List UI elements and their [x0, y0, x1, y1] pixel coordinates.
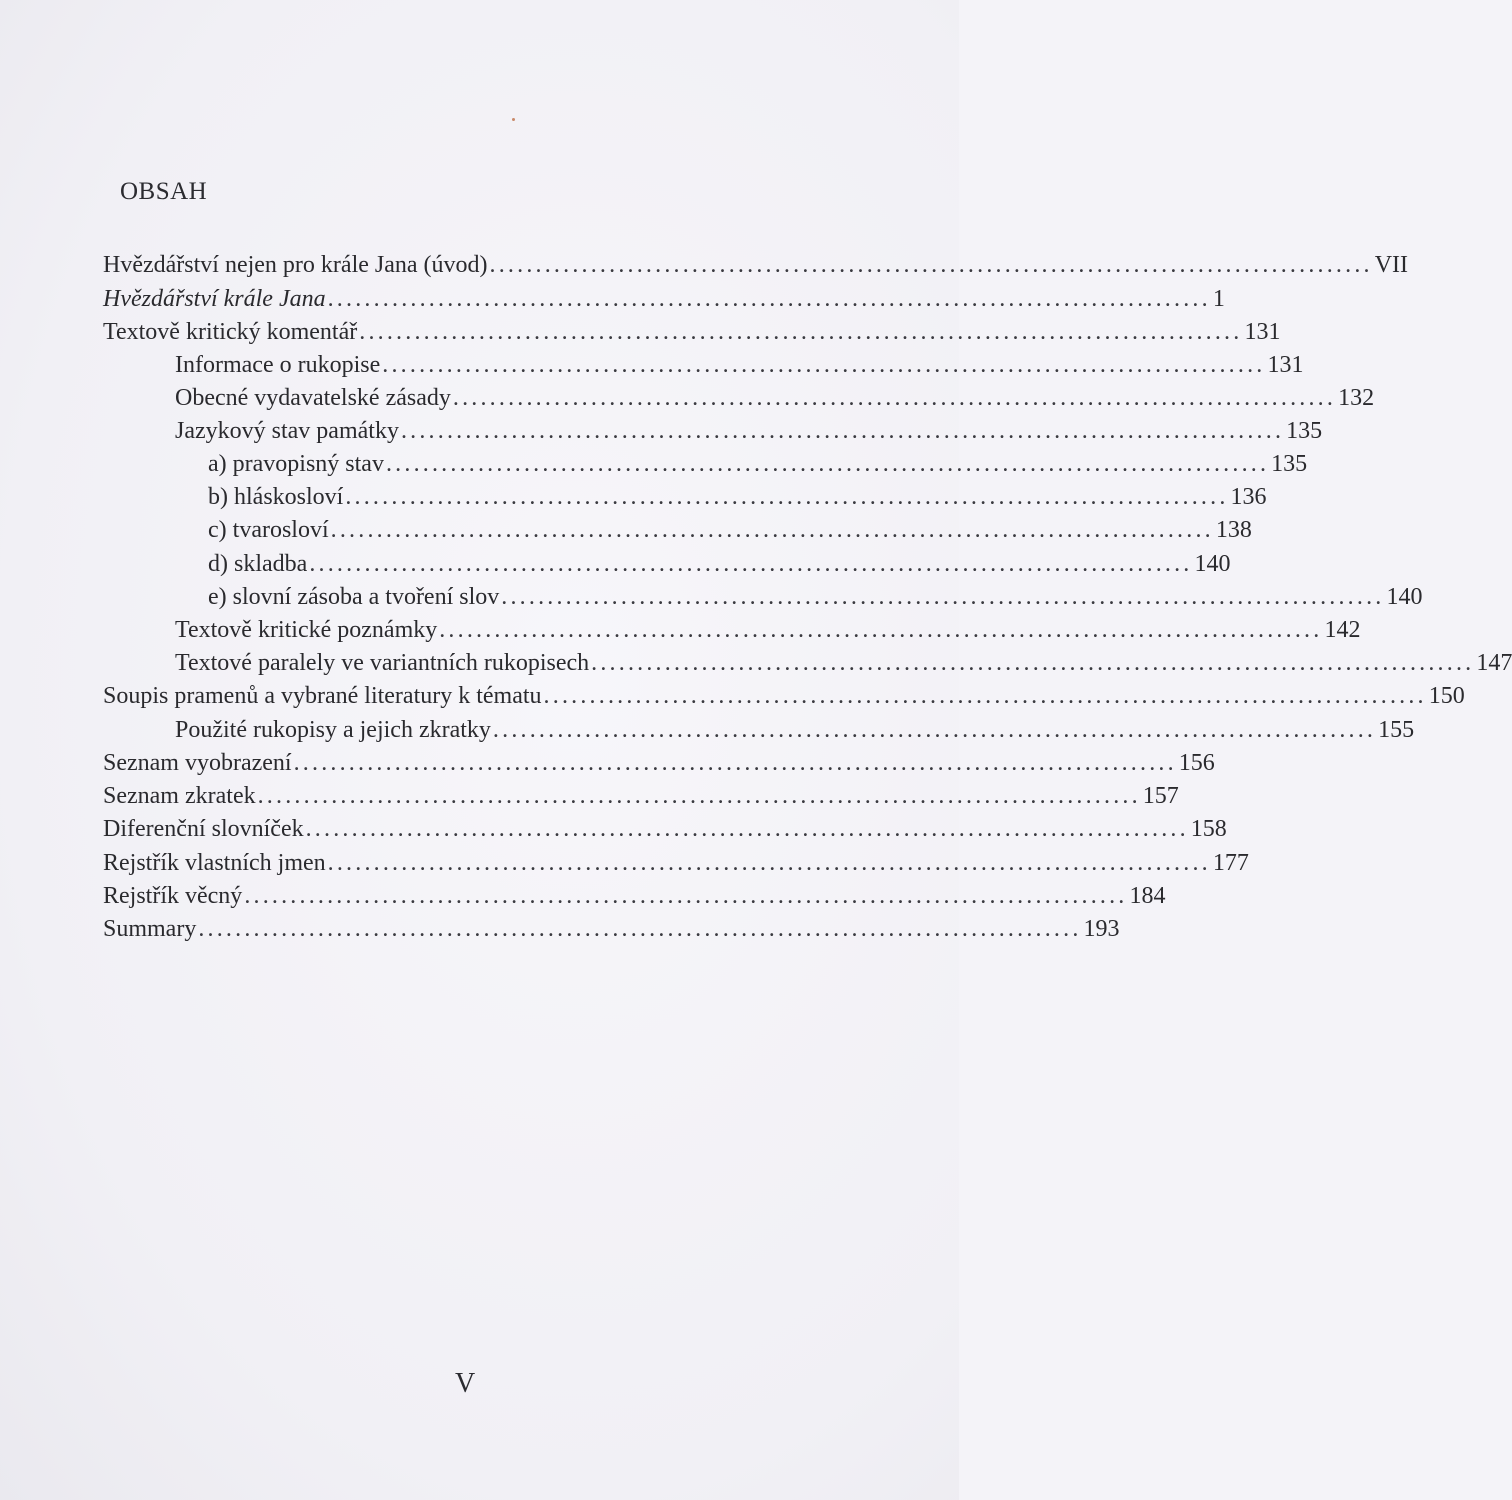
- dot-leader: ................................................................................................: [327, 286, 1211, 312]
- toc-entry-title: Diferenční slovníček: [103, 816, 304, 842]
- toc-entry-page: 138: [1215, 517, 1252, 543]
- dot-leader: ................................................................................................: [382, 352, 1266, 378]
- toc-entry-title: d) skladba: [208, 551, 308, 577]
- dot-leader: ................................................................................................: [400, 418, 1285, 444]
- toc-entry: [208, 513, 1252, 547]
- toc-entry-page: 140: [1194, 551, 1231, 577]
- dot-leader: ................................................................................................: [501, 584, 1385, 610]
- toc-entry-title: Seznam vyobrazení: [103, 750, 292, 776]
- toc-entry-title: c) tvarosloví: [208, 517, 329, 543]
- toc-entry-title: Informace o rukopise: [175, 352, 381, 378]
- toc-entry-page: 131: [1267, 352, 1304, 378]
- toc-entry-title: Hvězdářství nejen pro krále Jana (úvod): [103, 252, 488, 278]
- toc-entry-page: 1: [1212, 286, 1225, 312]
- toc-entry-title: b) hláskosloví: [208, 484, 344, 510]
- toc-entry-title: Rejstřík vlastních jmen: [103, 850, 326, 876]
- toc-entry: [208, 480, 1267, 514]
- toc-entry: [103, 746, 1215, 780]
- toc-entry-page: VII: [1374, 252, 1409, 278]
- dot-leader: ................................................................................................: [359, 319, 1243, 345]
- toc-entry-page: 142: [1324, 617, 1361, 643]
- toc-entry: [103, 879, 1166, 913]
- toc-entry-page: 177: [1212, 850, 1249, 876]
- dot-leader: ................................................................................................: [305, 816, 1189, 842]
- toc-entry: [103, 912, 1120, 946]
- toc-entry: [103, 779, 1179, 813]
- dot-leader: ................................................................................................: [309, 551, 1193, 577]
- toc-entry-page: 150: [1428, 683, 1465, 709]
- toc-entry-title: a) pravopisný stav: [208, 451, 384, 477]
- dot-leader: ................................................................................................: [293, 750, 1177, 776]
- dot-leader: ................................................................................................: [198, 916, 1082, 942]
- dot-leader: ................................................................................................: [327, 850, 1211, 876]
- toc-entry-title: Seznam zkratek: [103, 783, 256, 809]
- toc-entry-title: Obecné vydavatelské zásady: [175, 385, 451, 411]
- toc-entry-page: 158: [1190, 816, 1227, 842]
- toc-entry-page: 132: [1338, 385, 1375, 411]
- toc-entry-title: e) slovní zásoba a tvoření slov: [208, 584, 500, 610]
- toc-entry-page: 193: [1083, 916, 1120, 942]
- toc-entry: [103, 315, 1281, 349]
- toc-entry-title: Textově kritický komentář: [103, 319, 358, 345]
- toc-entry-title: Summary: [103, 916, 197, 942]
- dot-leader: ................................................................................................: [492, 717, 1377, 743]
- dot-leader: ................................................................................................: [345, 484, 1229, 510]
- dot-leader: ................................................................................................: [257, 783, 1141, 809]
- toc-entry: [175, 414, 1323, 448]
- dot-leader: ................................................................................................: [591, 650, 1475, 676]
- toc-entry-title: Jazykový stav památky: [175, 418, 399, 444]
- toc-entry: [175, 613, 1361, 647]
- toc-entry-page: 135: [1286, 418, 1323, 444]
- toc-entry: [175, 348, 1304, 382]
- toc-entry: [208, 447, 1308, 481]
- toc-entry: [103, 846, 1249, 880]
- dot-leader: ................................................................................................: [244, 883, 1128, 909]
- toc-entry: [175, 381, 1375, 415]
- toc-entry-page: 147: [1476, 650, 1512, 676]
- toc-entry: [103, 282, 1225, 316]
- toc-entry-page: 155: [1378, 717, 1415, 743]
- toc-entry: [175, 713, 1415, 747]
- toc-entry-title: Textově kritické poznámky: [175, 617, 438, 643]
- toc-entry-page: 135: [1271, 451, 1308, 477]
- toc-entry: [208, 580, 1423, 614]
- toc-entry-title: Použité rukopisy a jejich zkratky: [175, 717, 491, 743]
- toc-heading: OBSAH: [120, 178, 208, 205]
- toc-entry-title: Hvězdářství krále Jana: [103, 286, 326, 312]
- toc-entry: [103, 679, 1465, 713]
- dot-leader: ................................................................................................: [439, 617, 1323, 643]
- toc-entry-page: 140: [1386, 584, 1423, 610]
- toc-entry-page: 157: [1142, 783, 1179, 809]
- toc-entry: [208, 547, 1231, 581]
- page-number: V: [455, 1368, 476, 1399]
- toc-entry-page: 136: [1230, 484, 1267, 510]
- toc-entry-title: Rejstřík věcný: [103, 883, 243, 909]
- dot-leader: ................................................................................................: [330, 517, 1214, 543]
- toc-entry: [103, 248, 1409, 282]
- toc-entry-page: 184: [1129, 883, 1166, 909]
- toc-entry: [103, 812, 1227, 846]
- toc-entry: [175, 646, 1512, 680]
- dot-leader: ................................................................................................: [385, 451, 1270, 477]
- dot-leader: ................................................................................................: [452, 385, 1337, 411]
- toc-entry-page: 156: [1178, 750, 1215, 776]
- dot-leader: ................................................................................................: [489, 252, 1373, 278]
- toc-entry-title: Textové paralely ve variantních rukopisech: [175, 650, 590, 676]
- dot-leader: ................................................................................................: [543, 683, 1427, 709]
- toc-entry-title: Soupis pramenů a vybrané literatury k tématu: [103, 683, 542, 709]
- toc-entry-page: 131: [1244, 319, 1281, 345]
